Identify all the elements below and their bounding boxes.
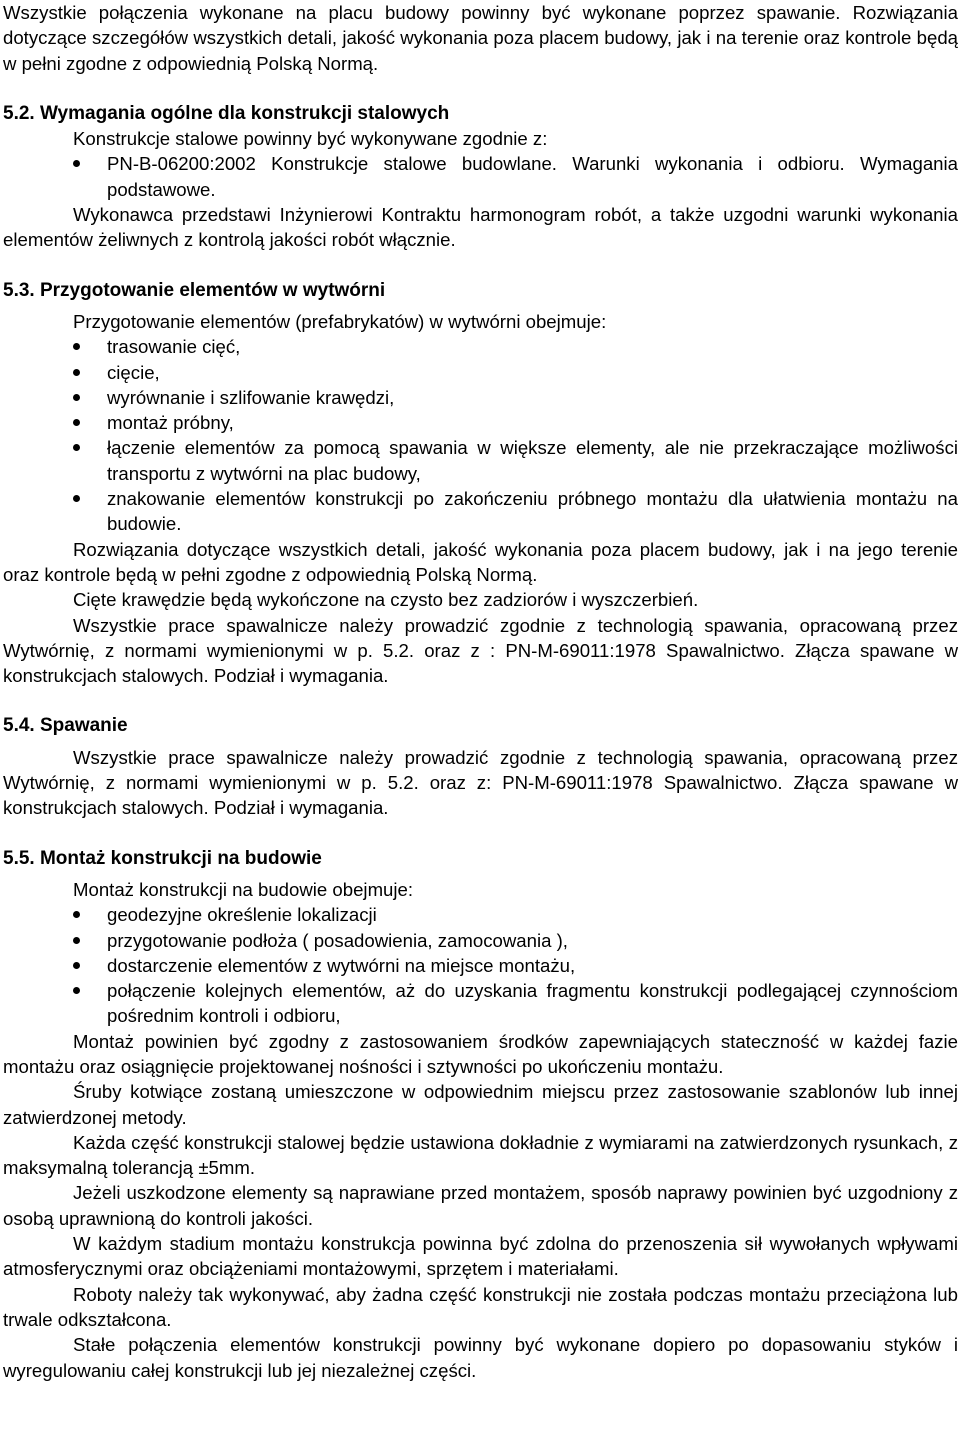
bullet-icon [73,160,80,167]
paragraph: Wykonawca przedstawi Inżynierowi Kontraktu harmonogram robót, a także uzgodni warunki wykonania elementów żeliwnych z kontrolą jakości robót włącznie. [3,204,958,251]
list-item: PN-B-06200:2002 Konstrukcje stalowe budowlane. Warunki wykonania i odbioru. Wymagania podstawowe. [3,151,958,202]
section-heading: 5.3. Przygotowanie elementów w wytwórni [3,279,386,301]
paragraph: Montaż powinien być zgodny z zastosowaniem środków zapewniających stateczność w każdej fazie montażu oraz osiągnięcie projektowanej nośności i sztywności po ukończeniu montażu. [3,1030,958,1077]
bullet-icon [73,937,80,944]
paragraph: Każda część konstrukcji stalowej będzie ustawiona dokładnie z wymiarami na zatwierdzonych rysunkach, z maksymalną tolerancją ±5mm. [3,1131,958,1179]
paragraph: Wszystkie prace spawalnicze należy prowadzić zgodnie z technologią spawania, opracowaną przez Wytwórnię, z normami wymienionymi w p. 5.2. oraz z : PN-M-69011:1978 Spawalnictwo. Złącza spawane w konstrukcjach stalowych. Podział i wymagania. [3,614,958,687]
intro-paragraph: Wszystkie połączenia wykonane na placu budowy powinny być wykonane poprzez spawanie. Rozwiązania dotyczące szczegółów wszystkich detali, jakość wykonania poza placem budowy, jak i na terenie oraz kontrole będą w pełni zgodne z odpowiednią Polską Normą. [3,2,958,74]
list-item: trasowanie cięć, [3,334,958,359]
section-5-2 [3,101,958,253]
list-item: dostarczenie elementów z wytwórni na miejsce montażu, [3,953,958,978]
bullet-icon [73,394,80,401]
bullet-icon [73,369,80,376]
paragraph: Jeżeli uszkodzone elementy są naprawiane przed montażem, sposób naprawy powinien być uzgodniony z osobą uprawnioną do kontroli jakości. [3,1182,958,1229]
paragraph: Cięte krawędzie będą wykończone na czysto bez zadziorów i wyszczerbień. [73,589,699,611]
paragraph: Montaż konstrukcji na budowie obejmuje: [73,878,414,900]
document-page [3,0,958,1383]
paragraph: Śruby kotwiące zostaną umieszczone w odpowiednim miejscu przez zastosowanie szablonów lub innej zatwierdzonej metody. [3,1081,958,1128]
bullet-list [3,902,958,1028]
paragraph: Rozwiązania dotyczące wszystkich detali, jakość wykonania poza placem budowy, jak i na jego terenie oraz kontrole będą w pełni zgodne z odpowiednią Polską Normą. [3,538,958,585]
paragraph: Przygotowanie elementów (prefabrykatów) w wytwórni obejmuje: [73,310,607,332]
bullet-icon [73,962,80,969]
section-5-4 [3,713,958,820]
bullet-icon [73,444,80,451]
list-item: montaż próbny, [3,410,958,435]
list-item: przygotowanie podłoża ( posadowienia, zamocowania ), [3,928,958,953]
list-item: cięcie, [3,360,958,385]
section-5-3 [3,278,958,689]
paragraph: Wszystkie prace spawalnicze należy prowadzić zgodnie z technologią spawania, opracowaną przez Wytwórnię, z normami wymienionymi w p. 5.2. oraz z: PN-M-69011:1978 Spawalnictwo. Złącza spawane w konstrukcjach stalowych. Podział i wymagania. [3,746,958,819]
bullet-list [3,151,958,202]
section-heading: 5.2. Wymagania ogólne dla konstrukcji stalowych [3,102,450,124]
section-5-5 [3,846,958,1383]
bullet-icon [73,987,80,994]
bullet-icon [73,343,80,350]
list-item: znakowanie elementów konstrukcji po zakończeniu próbnego montażu dla ułatwienia montażu na budowie. [3,486,958,537]
paragraph: Roboty należy tak wykonywać, aby żadna część konstrukcji nie została podczas montażu przeciążona lub trwale odkształcona. [3,1283,958,1330]
list-item: geodezyjne określenie lokalizacji [3,902,958,927]
bullet-icon [73,911,80,918]
paragraph: Stałe połączenia elementów konstrukcji powinny być wykonane dopiero po dopasowaniu styków i wyregulowaniu całej konstrukcji lub jej niezależnej części. [3,1334,958,1381]
list-item: łączenie elementów za pomocą spawania w większe elementy, ale nie przekraczające możliwości transportu z wytwórni na plac budowy, [3,435,958,486]
paragraph: W każdym stadium montażu konstrukcja powinna być zdolna do przenoszenia sił wywołanych wpływami atmosferycznymi oraz obciążeniami montażowymi, sprzętem i materiałami. [3,1233,958,1280]
bullet-list [3,334,958,536]
paragraph: Konstrukcje stalowe powinny być wykonywane zgodnie z: [73,128,548,150]
section-heading: 5.5. Montaż konstrukcji na budowie [3,847,322,869]
bullet-icon [73,495,80,502]
section-heading: 5.4. Spawanie [3,715,128,737]
list-item: połączenie kolejnych elementów, aż do uzyskania fragmentu konstrukcji podlegającej czynnościom pośrednim kontroli i odbioru, [3,978,958,1029]
bullet-icon [73,419,80,426]
list-item: wyrównanie i szlifowanie krawędzi, [3,385,958,410]
